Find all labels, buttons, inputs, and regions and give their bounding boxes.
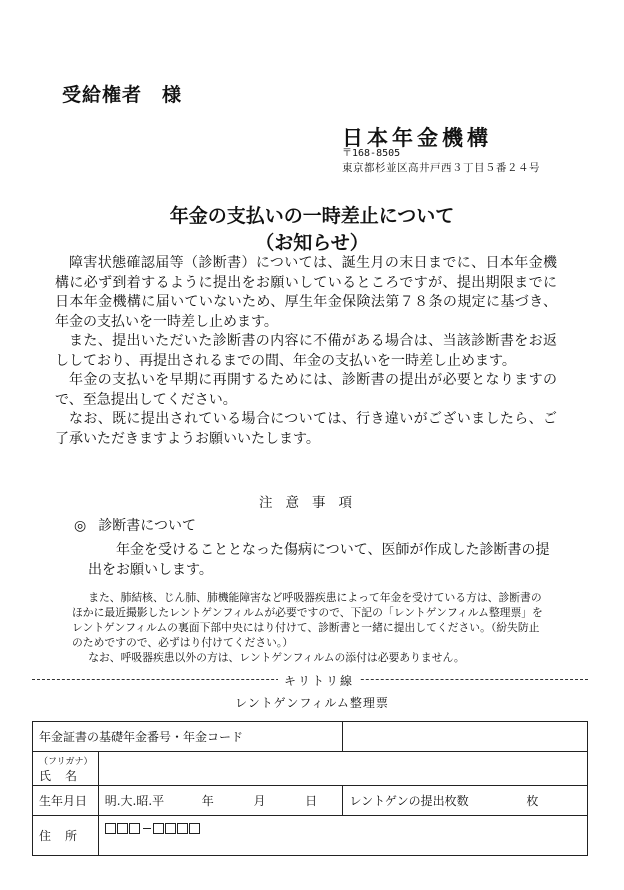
- postal-box: [177, 823, 188, 834]
- body-paragraph: 年金の支払いを早期に再開するためには、診断書の提出が必要となりますので、至急提出してください。: [55, 372, 557, 408]
- xray-film-form: [32, 721, 588, 856]
- name-label-cell: [33, 752, 99, 786]
- double-circle-icon: ◎: [74, 518, 87, 534]
- postal-dash: [143, 828, 151, 829]
- address-label: 住所: [33, 816, 99, 856]
- furigana-label: （フリガナ）: [39, 756, 93, 767]
- postal-code-boxes[interactable]: [105, 821, 201, 835]
- document-subtitle: （お知らせ）: [255, 232, 369, 254]
- xray-count-cell[interactable]: [343, 786, 588, 816]
- postal-box: [117, 823, 128, 834]
- day-unit: 日: [305, 794, 318, 808]
- month-unit: 月: [253, 794, 266, 808]
- notes-heading: 注意事項: [259, 495, 365, 511]
- form-row-name: [33, 752, 588, 786]
- postal-box: [129, 823, 140, 834]
- postal-box: [189, 823, 200, 834]
- address-field[interactable]: [98, 816, 587, 856]
- form-row-address: [33, 816, 588, 856]
- era-options: 明.大.昭.平: [104, 794, 165, 808]
- postal-box: [165, 823, 176, 834]
- body-paragraph: なお、既に提出されている場合については、行き違いがございましたら、ご了承いただきますようお願いいたします。: [55, 411, 557, 447]
- diagnosis-heading: [74, 515, 208, 535]
- name-label: 氏名: [39, 768, 92, 783]
- issuer-postal-code: 〒168-8505: [342, 148, 401, 159]
- issuer-name: 日本年金機構: [342, 125, 492, 150]
- postal-box: [153, 823, 164, 834]
- count-unit: 枚: [526, 794, 539, 808]
- year-unit: 年: [201, 794, 214, 808]
- body-paragraph: 障害状態確認届等（診断書）については、誕生月の末日までに、日本年金機構に必ず到着するように提出をお願いしているところですが、提出期限までに日本年金機構に届いていないため、厚生年金保険法第７８条の規定に基づき、年金の支払いを一時差し止めます。: [55, 255, 557, 330]
- document-title: 年金の支払いの一時差止について: [169, 205, 455, 227]
- body-paragraph: また、提出いただいた診断書の内容に不備がある場合は、当該診断書をお返ししており、再提出されるまでの間、年金の支払いを一時差し止めます。: [55, 333, 557, 369]
- xray-paragraph: また、肺結核、じん肺、肺機能障害など呼吸器疾患によって年金を受けている方は、診断書のほかに最近撮影したレントゲンフィルムが必要ですので、下記の「レントゲンフィルム整理票」をレントゲンフィルムの裏面下部中央にはり付けて、診断書と一緒に提出してください。（紛失防止のためですので、必ずはり付けてください。）: [72, 591, 543, 649]
- body-text: [55, 254, 557, 449]
- xray-note: [72, 590, 550, 665]
- name-field[interactable]: [98, 752, 587, 786]
- pension-code-field[interactable]: [343, 722, 588, 752]
- xray-paragraph: なお、呼吸器疾患以外の方は、レントゲンフィルムの添付は必要ありません。: [88, 651, 465, 664]
- cut-line-label: キリトリ線: [278, 672, 360, 689]
- xray-count-label: レントゲンの提出枚数: [349, 794, 469, 808]
- form-row-pension-code: [33, 722, 588, 752]
- recipient-label: 受給権者 様: [62, 84, 183, 106]
- issuer-address: 東京都杉並区高井戸西３丁目５番２４号: [342, 162, 540, 174]
- postal-box: [105, 823, 116, 834]
- cut-line: [32, 672, 588, 686]
- diagnosis-body: 年金を受けることとなった傷病について、医師が作成した診断書の提出をお願いします。: [88, 542, 550, 578]
- pension-code-label: 年金証書の基礎年金番号・年金コード: [33, 722, 343, 752]
- birth-field[interactable]: [98, 786, 343, 816]
- birth-label: 生年月日: [33, 786, 99, 816]
- form-row-birth: [33, 786, 588, 816]
- slip-title: レントゲンフィルム整理票: [235, 696, 389, 710]
- diagnosis-heading-text: 診断書について: [98, 518, 196, 534]
